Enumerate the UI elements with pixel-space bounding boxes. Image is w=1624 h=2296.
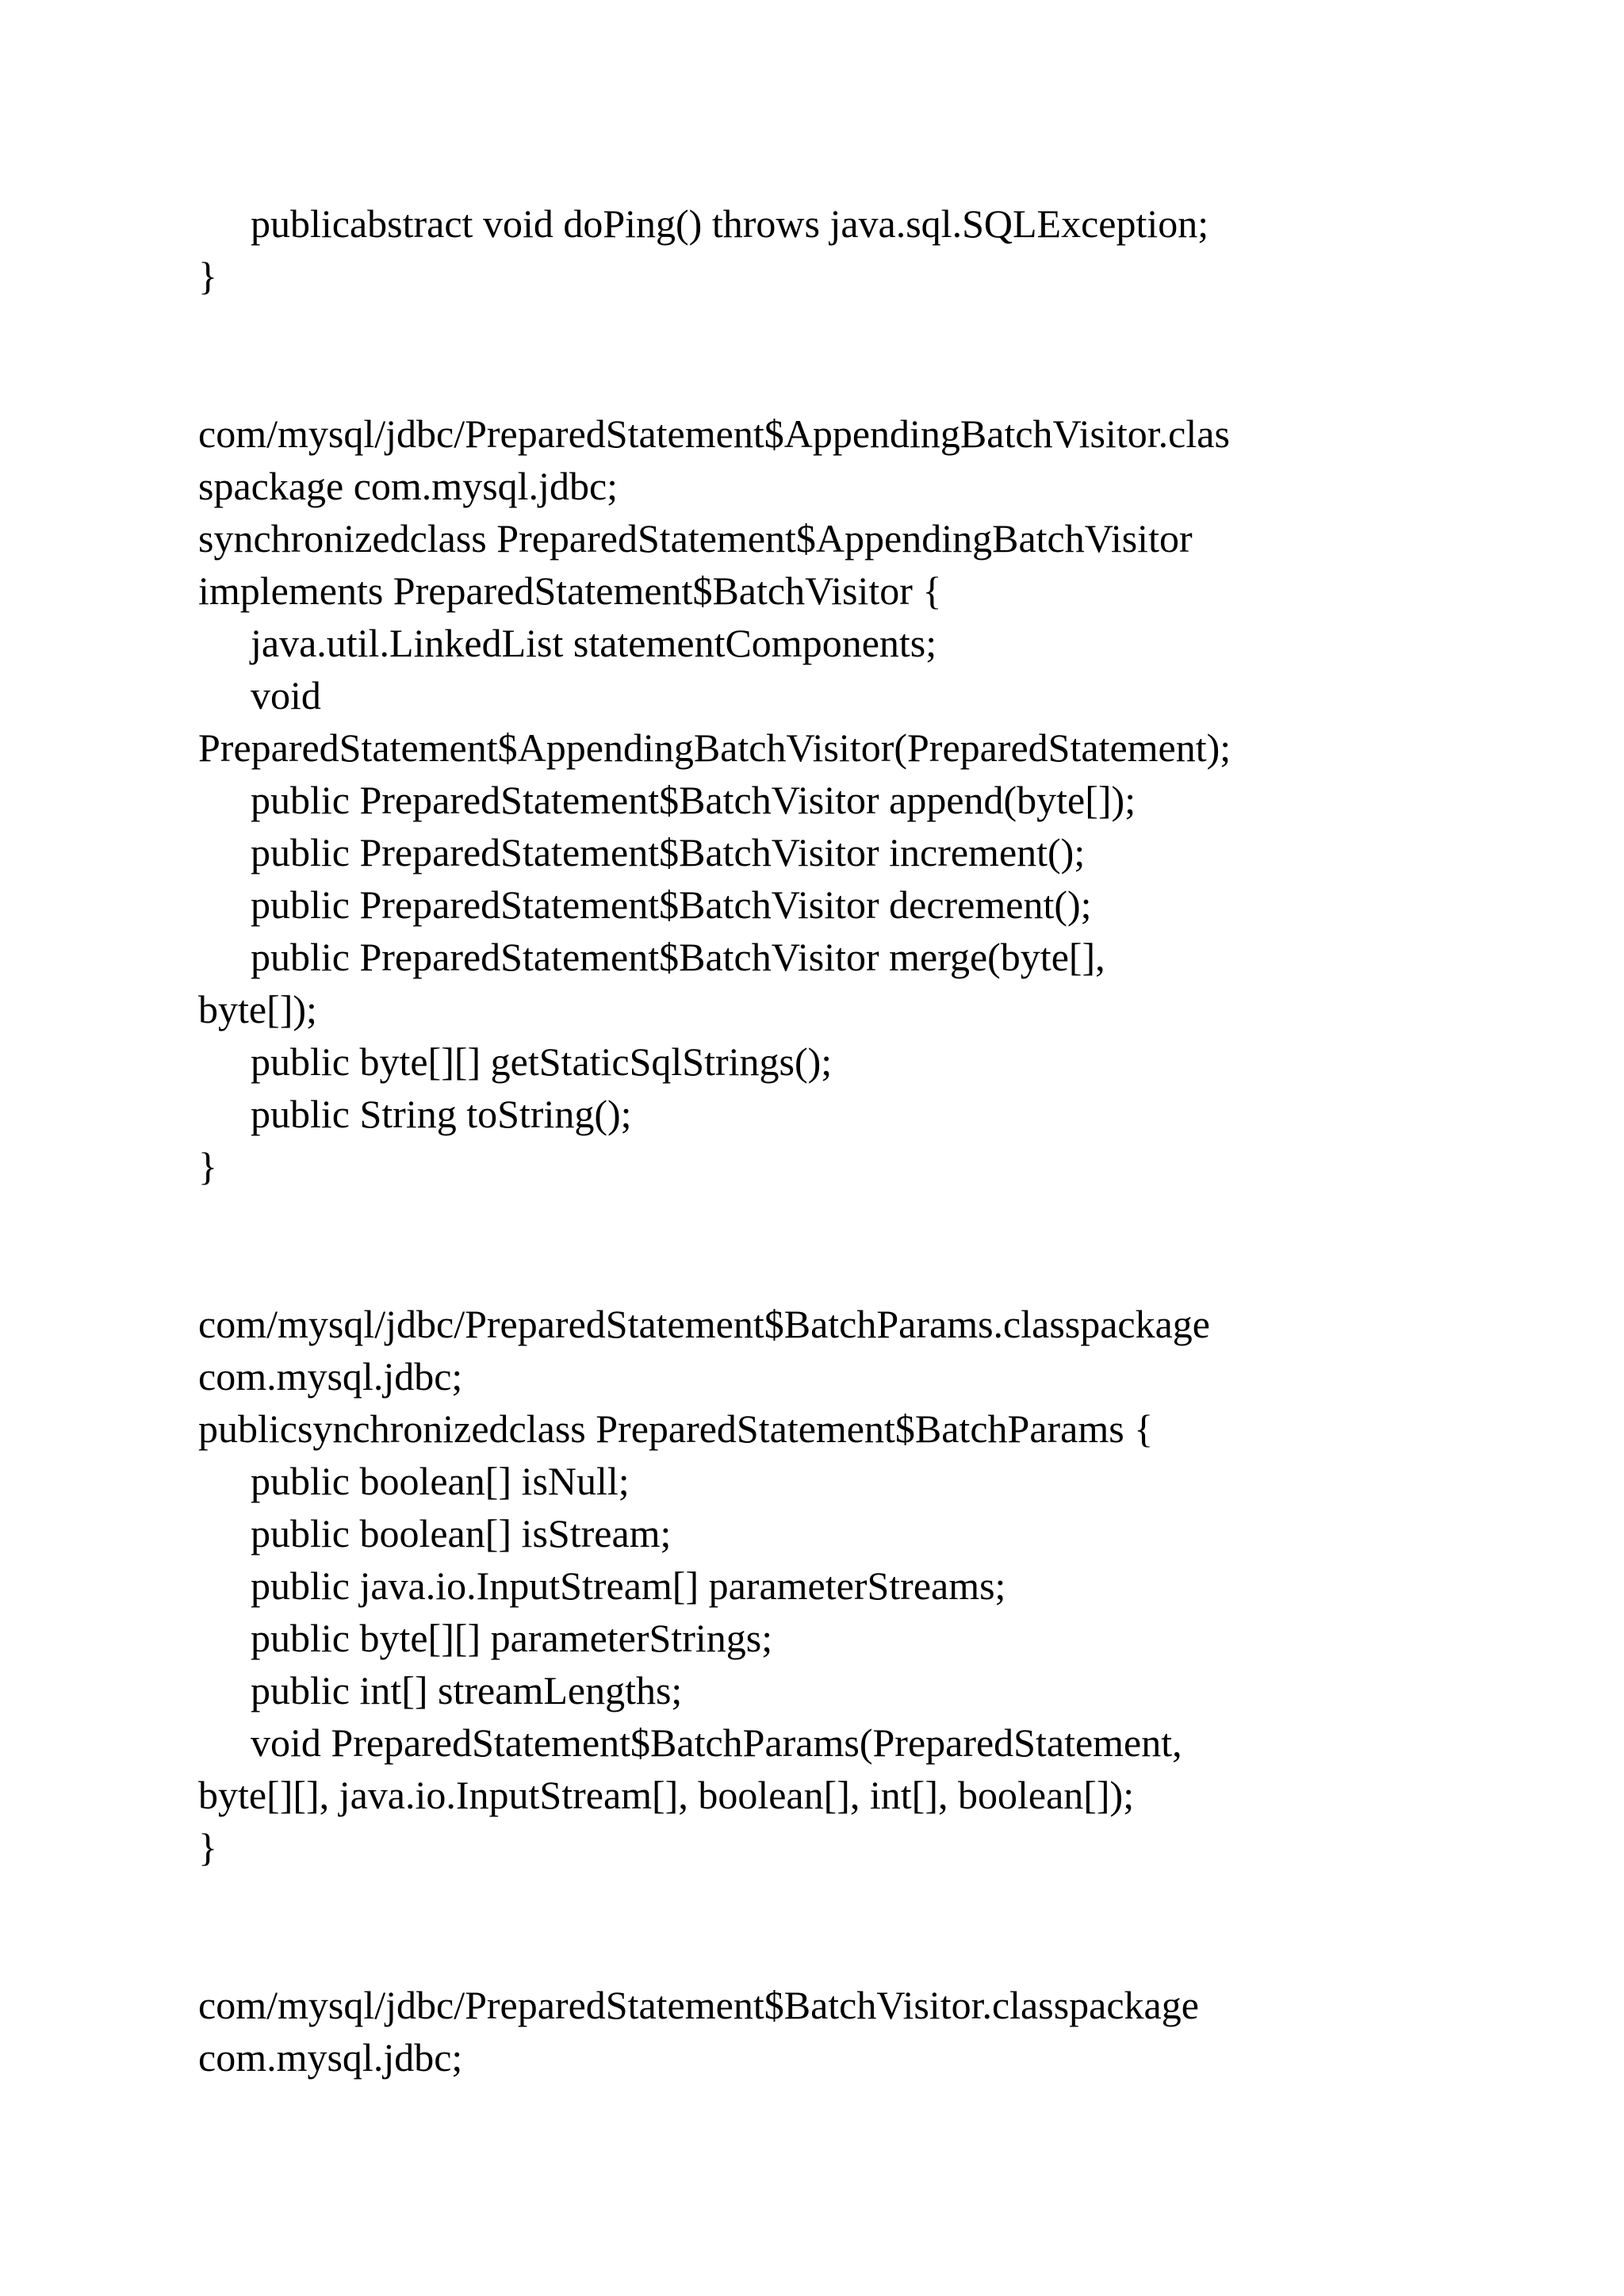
- text-line: public byte[][] parameterStrings;: [251, 1616, 773, 1660]
- text-line: }: [198, 1825, 217, 1869]
- text-line: void: [251, 673, 321, 718]
- text-line: com/mysql/jdbc/PreparedStatement$BatchParams.classpackage: [198, 1302, 1211, 1346]
- text-line: com/mysql/jdbc/PreparedStatement$AppendingBatchVisitor.clas: [198, 411, 1230, 456]
- text-line: spackage com.mysql.jdbc;: [198, 464, 619, 508]
- text-line: java.util.LinkedList statementComponents;: [251, 621, 937, 665]
- text-line: byte[][], java.io.InputStream[], boolean[], int[], boolean[]);: [198, 1773, 1135, 1817]
- text-line: public java.io.InputStream[] parameterStreams;: [251, 1563, 1006, 1608]
- text-line: public boolean[] isNull;: [251, 1459, 630, 1503]
- text-line: void PreparedStatement$BatchParams(PreparedStatement,: [251, 1720, 1182, 1765]
- text-line: synchronizedclass PreparedStatement$AppendingBatchVisitor: [198, 516, 1193, 561]
- text-line: public int[] streamLengths;: [251, 1668, 683, 1712]
- text-line: public byte[][] getStaticSqlStrings();: [251, 1039, 833, 1084]
- text-line: public String toString();: [251, 1092, 632, 1136]
- text-line: com/mysql/jdbc/PreparedStatement$BatchVisitor.classpackage: [198, 1983, 1199, 2027]
- text-line: PreparedStatement$AppendingBatchVisitor(PreparedStatement);: [198, 725, 1231, 770]
- text-line: public PreparedStatement$BatchVisitor decrement();: [251, 882, 1092, 927]
- text-line: public PreparedStatement$BatchVisitor merge(byte[],: [251, 935, 1105, 979]
- text-line: public boolean[] isStream;: [251, 1511, 672, 1556]
- text-line: implements PreparedStatement$BatchVisitor {: [198, 568, 942, 613]
- text-line: publicabstract void doPing() throws java.sql.SQLException;: [251, 201, 1209, 246]
- text-line: byte[]);: [198, 987, 317, 1031]
- text-line: com.mysql.jdbc;: [198, 1354, 463, 1399]
- text-line: publicsynchronizedclass PreparedStatement$BatchParams {: [198, 1406, 1154, 1451]
- text-line: public PreparedStatement$BatchVisitor increment();: [251, 830, 1086, 874]
- text-line: public PreparedStatement$BatchVisitor append(byte[]);: [251, 778, 1136, 822]
- text-line: com.mysql.jdbc;: [198, 2035, 463, 2080]
- text-line: }: [198, 254, 217, 298]
- text-line: }: [198, 1144, 217, 1188]
